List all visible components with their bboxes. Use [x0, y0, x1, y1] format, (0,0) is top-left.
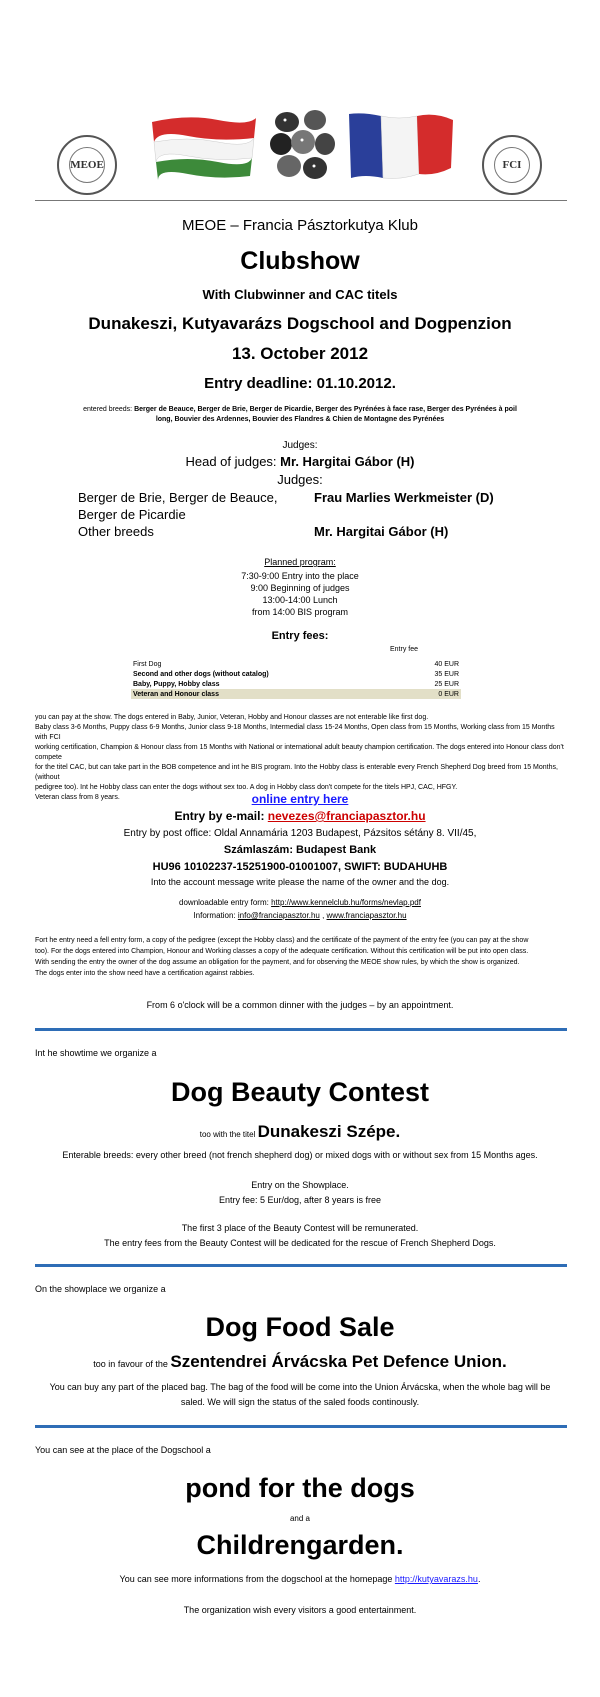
beauty-intro: Int he showtime we organize a — [35, 1048, 157, 1058]
program-heading: Planned program: — [264, 557, 336, 567]
food-favour-name: Szentendrei Árvácska Pet Defence Union. — [170, 1352, 507, 1371]
page-title: Clubshow — [240, 247, 360, 275]
entry-form-link[interactable]: http://www.kennelclub.hu/forms/nevlap.pdf — [271, 898, 421, 907]
entry-deadline: Entry deadline: 01.10.2012. — [204, 375, 396, 392]
fee-value: 40 EUR — [434, 660, 459, 668]
rules-line: Fort he entry need a fell entry form, a copy of the pedigree (except the Hobby class) and the certificate of the payment of the entry fee (you can pay at the show — [35, 937, 529, 944]
beauty-fee: Entry fee: 5 Eur/dog, after 8 years is free — [218, 1195, 382, 1205]
beauty-prize: The first 3 place of the Beauty Contest will be remunerated. — [181, 1223, 419, 1233]
header-divider — [35, 200, 567, 201]
dogschool-homepage-suffix: . — [477, 1574, 481, 1584]
head-of-judges-name: Mr. Hargitai Gábor (H) — [280, 454, 415, 469]
rules-line: too). For the dogs entered into Champion, Honour and Working classes a copy of the adequate certification. Without this certification will be put into open class. — [35, 948, 529, 955]
judge-breeds-1a: Berger de Brie, Berger de Beauce, — [78, 490, 278, 505]
table-row — [131, 679, 461, 689]
meoe-seal-text: MEOE — [69, 147, 105, 183]
information — [0, 911, 600, 920]
food-favour — [0, 1352, 600, 1372]
classes-line: working certification, Champion & Honour class from 15 Months with National or international adult beauty champion certification. The dogs entered into Honour class don't compete — [35, 744, 564, 761]
beauty-titel-name: Dunakeszi Szépe — [257, 1122, 396, 1141]
judge-name-2: Mr. Hargitai Gábor (H) — [314, 524, 449, 539]
classes-line: you can pay at the show. The dogs entered in Baby, Junior, Veteran, Hobby and Honour classes are not enterable like first dog. — [35, 714, 429, 721]
food-text-2: saled. We will sign the status of the saled foods continously. — [180, 1397, 420, 1407]
section-divider — [35, 1264, 567, 1267]
post-entry: Entry by post office: Oldal Annamária 1203 Budapest, Pázsitos sétány 8. VII/45, — [123, 828, 477, 839]
closing-wish: The organization wish every visitors a good entertainment. — [183, 1605, 417, 1615]
table-row — [131, 659, 461, 669]
fee-label: First Dog — [133, 660, 162, 668]
email-entry-label: Entry by e-mail: — [174, 809, 268, 823]
information-email-link[interactable]: info@franciapasztor.hu — [237, 911, 320, 920]
program-item: from 14:00 BIS program — [251, 607, 349, 617]
classes-paragraph — [35, 713, 567, 803]
fee-label: Veteran and Honour class — [133, 690, 219, 698]
information-separator: , — [319, 911, 327, 920]
account-message: Into the account message write please the name of the owner and the dog. — [150, 877, 450, 887]
classes-line: Baby class 3-6 Months, Puppy class 6-9 Months, Junior class 9-18 Months, Intermedial class 15-24 Months, Open class from 15 Months, Working class from 15 Months with FCI — [35, 724, 555, 741]
judge-name-1: Frau Marlies Werkmeister (D) — [314, 490, 494, 505]
breeds-line-1 — [0, 405, 600, 415]
fci-seal-text: FCI — [494, 147, 530, 183]
entry-form-label: downloadable entry form: — [179, 898, 272, 907]
online-entry-link[interactable]: online entry here — [251, 792, 349, 806]
pond-title: pond for the dogs — [185, 1473, 415, 1503]
fee-value: 35 EUR — [434, 670, 459, 678]
beauty-title: Dog Beauty Contest — [170, 1077, 430, 1107]
judge-breeds-1b: Berger de Picardie — [78, 507, 186, 522]
food-intro: On the showplace we organize a — [35, 1284, 166, 1294]
children-garden-title: Childrengarden. — [196, 1530, 404, 1560]
club-name: MEOE – Francia Pásztorkutya Klub — [182, 217, 418, 234]
judges-heading: Judges: — [282, 440, 318, 451]
fee-value: 25 EUR — [434, 680, 459, 688]
program-item: 9:00 Beginning of judges — [250, 583, 350, 593]
venue: Dunakeszi, Kutyavarázs Dogschool and Dogpenzion — [88, 314, 512, 333]
email-entry-link[interactable]: nevezes@franciapasztor.hu — [267, 809, 426, 823]
date: 13. October 2012 — [231, 344, 369, 363]
beauty-titel-suffix: . — [395, 1122, 401, 1141]
bank-account: HU96 10102237-15251900-01001007, SWIFT: BUDAHUHB — [152, 861, 448, 873]
fee-label: Second and other dogs (without catalog) — [133, 670, 269, 678]
entry-form — [0, 898, 600, 907]
bank-name: Számlaszám: Budapest Bank — [223, 844, 377, 856]
breeds-prefix: entered breeds: — [83, 406, 135, 413]
pond-and: and a — [289, 1514, 311, 1523]
dinner-note: From 6 o'clock will be a common dinner with the judges – by an appointment. — [146, 1000, 454, 1010]
rules-line: The dogs enter into the show need have a certification against rabbies. — [35, 970, 255, 977]
program-list — [0, 570, 600, 618]
breeds-list-1: Berger de Beauce, Berger de Brie, Berger de Picardie, Berger des Pyrénées à face rase, Berger des Pyrénées à poil — [134, 406, 517, 413]
fci-seal-icon — [482, 135, 542, 195]
beauty-breeds: Enterable breeds: every other breed (not french shepherd dog) or mixed dogs with or without sex from 15 Months ages. — [62, 1150, 538, 1160]
judge-breeds-2: Other breeds — [78, 524, 154, 539]
head-of-judges — [0, 454, 600, 469]
french-flag-icon — [345, 108, 457, 182]
fees-table — [131, 659, 461, 699]
beauty-titel — [0, 1122, 600, 1142]
subtitle: With Clubwinner and CAC titels — [202, 287, 398, 302]
beauty-titel-prefix: too with the titel — [199, 1130, 258, 1139]
fees-column-header: Entry fee — [390, 646, 419, 653]
head-of-judges-label: Head of judges: — [185, 454, 281, 469]
breeds-line-2: long, Bouvier des Ardennes, Bouvier des Flandres & Chien de Montagne des Pyrénées — [155, 416, 445, 423]
beauty-rescue: The entry fees from the Beauty Contest will be dedicated for the rescue of French Shepherd Dogs. — [104, 1238, 496, 1248]
food-text-1: You can buy any part of the placed bag. The bag of the food will be come into the Union Árvácska, when the whole bag will be — [49, 1382, 551, 1392]
fee-label: Baby, Puppy, Hobby class — [133, 680, 220, 688]
program-item: 13:00-14:00 Lunch — [262, 595, 338, 605]
online-entry-link-wrap — [0, 792, 600, 806]
dogschool-homepage — [0, 1574, 600, 1584]
food-title: Dog Food Sale — [205, 1312, 395, 1342]
fee-value: 0 EUR — [438, 690, 459, 698]
fees-heading: Entry fees: — [271, 630, 329, 642]
section-divider — [35, 1425, 567, 1428]
program-item: 7:30-9:00 Entry into the place — [241, 571, 359, 581]
classes-line: Veteran class from 8 years. — [35, 794, 120, 801]
information-label: Information: — [193, 911, 238, 920]
email-entry — [0, 809, 600, 823]
table-row — [131, 669, 461, 679]
table-row — [131, 689, 461, 699]
information-site-link[interactable]: www.franciapasztor.hu — [326, 911, 407, 920]
classes-line: pedigree too). Int he Hobby class can enter the dogs without sex too. A dog in Hobby class don't compete for the titels HPJ, CAC, HFGY. — [35, 784, 458, 791]
hungarian-flag-icon — [148, 112, 260, 182]
rules-paragraph — [35, 935, 567, 979]
classes-line: for the titel CAC, but can take part in the BOB competence and int he BIS program. Into the Hobby class is enterable every French Shepherd Dog breed from 15 Months, (without — [35, 764, 558, 781]
section-divider — [35, 1028, 567, 1031]
food-favour-prefix: too in favour of the — [93, 1359, 171, 1369]
dogschool-homepage-link[interactable]: http://kutyavarazs.hu — [394, 1574, 478, 1584]
judges-subheading: Judges: — [277, 472, 323, 487]
rules-line: With sending the entry the owner of the dog assume an obligation for the payment, and for observing the MEOE show rules, by which the show is organized. — [35, 959, 520, 966]
dogschool-homepage-prefix: You can see more informations from the dogschool at the homepage — [119, 1574, 395, 1584]
beauty-entry: Entry on the Showplace. — [251, 1180, 349, 1190]
pond-intro: You can see at the place of the Dogschool a — [35, 1445, 211, 1455]
meoe-seal-icon — [57, 135, 117, 195]
dog-group-icon — [267, 108, 337, 183]
